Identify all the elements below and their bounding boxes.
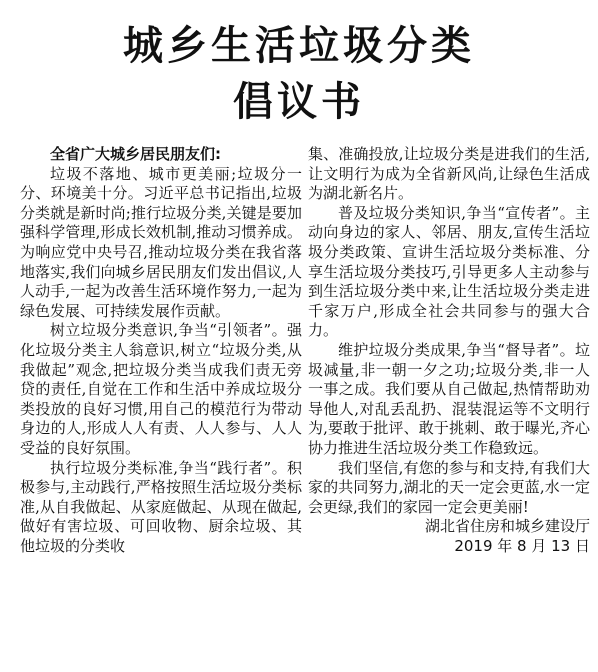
signature-org: 湖北省住房和城乡建设厅 — [424, 517, 590, 536]
left-column — [20, 145, 302, 665]
document-subtitle: 倡议书 — [233, 79, 365, 125]
paragraph-5: 维护垃圾分类成果,争当“督导者”。垃圾减量,非一朝一夕之功;垃圾分类,非一人一事之成。我们要从自己做起,热情帮助劝导他人,对乱丢乱扔、混装混运等不文明行为,要敢于批评、敢于挑刺、敢于曝光,齐心协力推进生活垃圾分类工作稳致远。 — [308, 340, 590, 457]
paragraph-1: 垃圾不落地、城市更美丽;垃圾分一分、环境美十分。习近平总书记指出,垃圾分类就是新时尚;推行垃圾分类,关键是要加强科学管理,形成长效机制,推动习惯养成。为响应党中央号召,推动垃圾分类在我省落地落实,我们向城乡居民朋友们发出倡议,人人动手,一起为改善生活环境作努力,一起为绿色发展、可持续发展作贡献。 — [20, 164, 302, 320]
salutation: 全省广大城乡居民朋友们: — [50, 145, 221, 163]
paragraph-6: 我们坚信,有您的参与和支持,有我们大家的共同努力,湖北的天一定会更蓝,水一定会更绿,我们的家园一定会更美丽! — [308, 458, 590, 516]
paragraph-4: 普及垃圾分类知识,争当“宣传者”。主动向身边的家人、邻居、朋友,宣传生活垃圾分类政策、宣讲生活垃圾分类标准、分享生活垃圾分类技巧,引导更多人主动参与到生活垃圾分类中来,让生活垃圾分类走进千家万户,形成全社会共同参与的强大合力。 — [308, 203, 590, 340]
paragraph-3-continued: 集、准确投放,让垃圾分类是进我们的生活,让文明行为成为全省新风尚,让绿色生活成为湖北新名片。 — [308, 145, 590, 203]
signature-date: 2019 年 8 月 13 日 — [454, 536, 590, 555]
paragraph-2: 树立垃圾分类意识,争当“引领者”。强化垃圾分类主人翁意识,树立“垃圾分类,从我做起”观念,把垃圾分类当成我们责无旁贷的责任,自觉在工作和生活中养成垃圾分类投放的良好习惯,用自己的模范行为带动身边的人,形成人人有责、人人参与、人人受益的良好氛围。 — [20, 321, 302, 457]
document-title: 城乡生活垃圾分类 — [123, 23, 475, 69]
paragraph-3: 执行垃圾分类标准,争当“践行者”。积极参与,主动践行,严格按照生活垃圾分类标准,从自我做起、从家庭做起、从现在做起,做好有害垃圾、可回收物、厨余垃圾、其他垃圾的分类收 — [20, 458, 302, 555]
right-column — [308, 145, 590, 665]
